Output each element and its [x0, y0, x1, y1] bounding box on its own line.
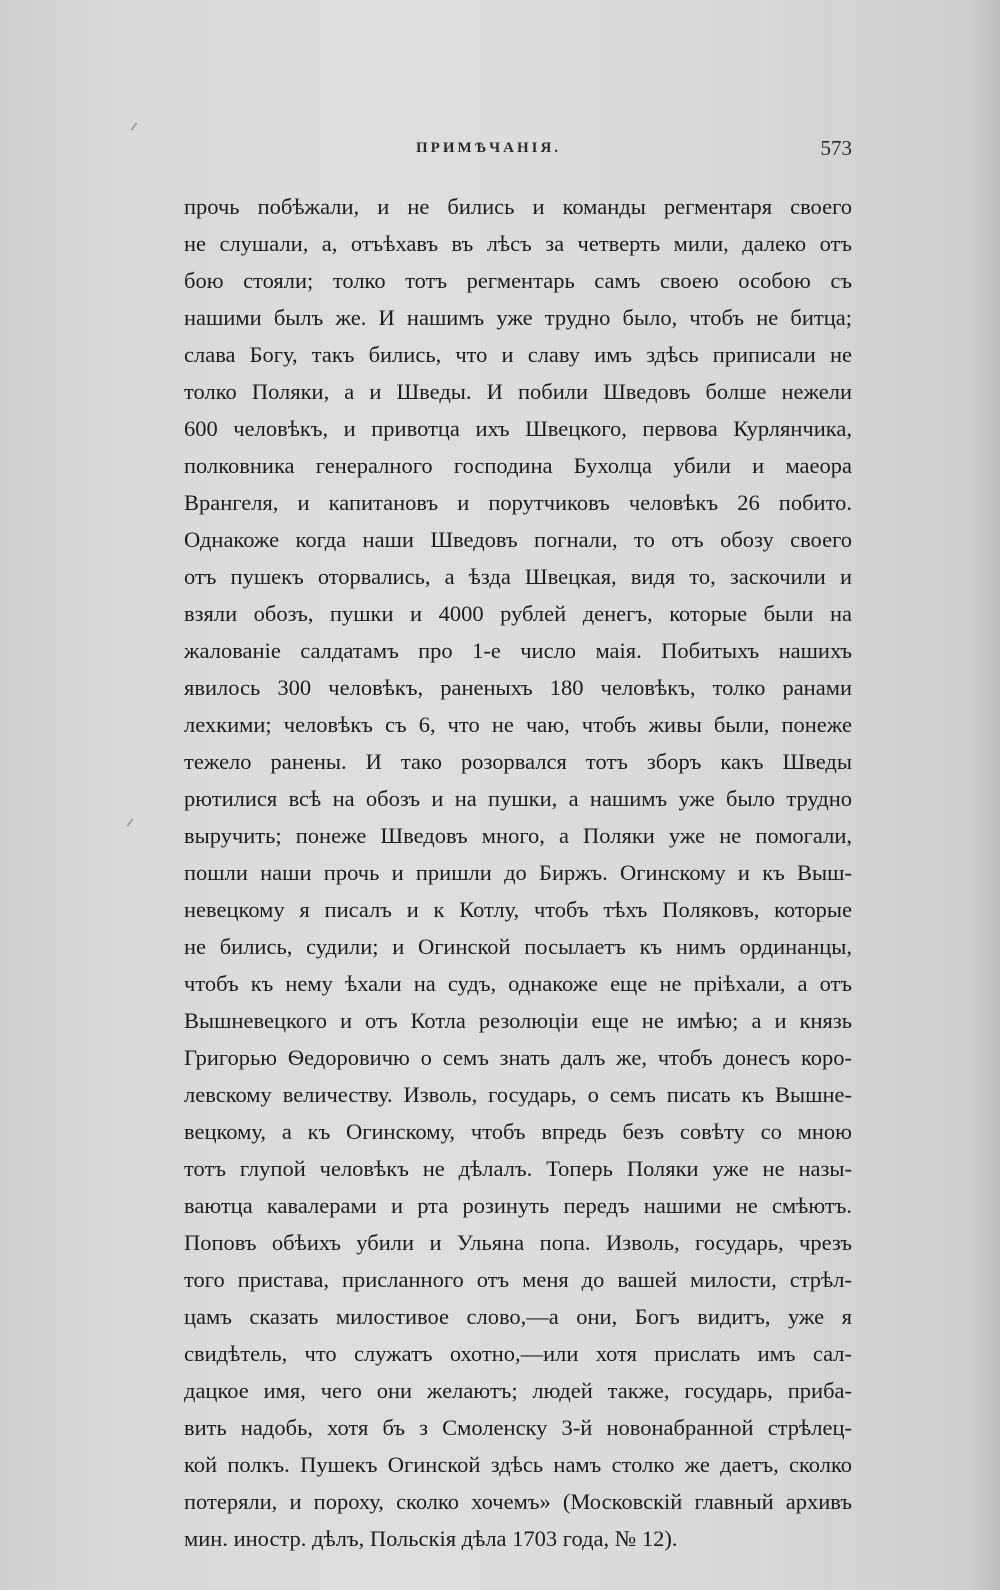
text-line: Григорью Ѳедоровичю о семъ знать далъ же, чтобъ донесъ коро- [184, 1045, 852, 1070]
text-line: свидѣтель, что служатъ охотно,—или хотя прислать имъ сал- [184, 1341, 852, 1366]
text-line: левскому величеству. Изволь, государь, о семъ писать къ Вышне- [184, 1082, 852, 1107]
text-line: потеряли, и пороху, сколко хочемъ» (Московскій главный архивъ [184, 1489, 852, 1514]
text-line: Однакоже когда наши Шведовъ погнали, то отъ обозу своего [184, 527, 852, 552]
text-line: тежело ранены. И тако розорвался тотъ зборъ какъ Шведы [184, 749, 852, 774]
text-line: полковника генералного господина Бухолца убили и маеора [184, 453, 852, 478]
text-line: мин. иностр. дѣлъ, Польскія дѣла 1703 года, № 12). [184, 1526, 678, 1551]
text-line: бою стояли; толко тотъ регментарь самъ своею особою съ [184, 268, 852, 293]
text-line: лехкими; человѣкъ съ 6, что не чаю, чтобъ живы были, понеже [184, 712, 852, 737]
text-line: кой полкъ. Пушекъ Огинской здѣсь намъ столко же даетъ, сколко [184, 1452, 852, 1477]
text-line: цамъ сказать милостивое слово,—а они, Богъ видитъ, уже я [184, 1304, 852, 1329]
text-line: чтобъ къ нему ѣхали на судъ, однакоже еще не пріѣхали, а отъ [184, 971, 852, 996]
text-line: не слушали, а, отъѣхавъ въ лѣсъ за четверть мили, далеко отъ [184, 231, 852, 256]
text-line: тотъ глупой человѣкъ не дѣлалъ. Топерь Поляки уже не назы- [184, 1156, 852, 1181]
text-line: пошли наши прочь и пришли до Биржъ. Огинскому и къ Выш- [184, 860, 852, 885]
text-line: отъ пушекъ оторвались, а ѣзда Швецкая, видя то, заскочили и [184, 564, 852, 589]
scan-edge-shadow [970, 0, 1000, 1590]
text-line: дацкое имя, чего они желаютъ; людей также, государь, приба- [184, 1378, 852, 1403]
text-line: Вышневецкого и отъ Котла резолюціи еще не имѣю; а и князь [184, 1008, 852, 1033]
text-line: Поповъ обѣихъ убили и Ульяна попа. Изволь, государь, чрезъ [184, 1230, 852, 1255]
text-line: 600 человѣкъ, и привотца ихъ Швецкого, первова Курлянчика, [184, 416, 852, 441]
text-line: нашими былъ же. И нашимъ уже трудно было, чтобъ не битца; [184, 305, 852, 330]
scan-speck [131, 122, 138, 131]
text-line: невецкому я писалъ и к Котлу, чтобъ тѣхъ Поляковъ, которые [184, 897, 852, 922]
text-line: не бились, судили; и Огинской посылаетъ къ нимъ ординанцы, [184, 934, 852, 959]
text-line: жалованіе салдатамъ про 1-е число маія. Побитыхъ нашихъ [184, 638, 852, 663]
page-number: 573 [820, 136, 852, 160]
text-line: вить надобь, хотя бъ з Смоленску 3-й новонабранной стрѣлец- [184, 1415, 852, 1440]
running-title: ПРИМѢЧАНІЯ. [416, 140, 562, 156]
text-line: слава Богу, такъ бились, что и славу имъ здѣсь приписали не [184, 342, 852, 367]
body-text [184, 188, 852, 1557]
text-line: толко Поляки, а и Шведы. И побили Шведовъ болше нежели [184, 379, 852, 404]
text-line: того пристава, присланного отъ меня до вашей милости, стрѣл- [184, 1267, 852, 1292]
text-line: взяли обозъ, пушки и 4000 рублей денегъ, которые были на [184, 601, 852, 626]
text-line: выручить; понеже Шведовъ много, а Поляки уже не помогали, [184, 823, 852, 848]
text-line: явилось 300 человѣкъ, раненыхъ 180 человѣкъ, толко ранами [184, 675, 852, 700]
text-line: вецкому, а къ Огинскому, чтобъ впредь безъ совѣту со мною [184, 1119, 852, 1144]
page-header [184, 136, 852, 164]
text-line: рютилися всѣ на обозъ и на пушки, а нашимъ уже было трудно [184, 786, 852, 811]
text-line: прочь побѣжали, и не бились и команды регментаря своего [184, 194, 852, 219]
text-line: Врангеля, и капитановъ и порутчиковъ человѣкъ 26 побито. [184, 490, 852, 515]
text-line: ваютца кавалерами и рта розинуть передъ нашими не смѣютъ. [184, 1193, 852, 1218]
scan-speck [127, 818, 134, 827]
